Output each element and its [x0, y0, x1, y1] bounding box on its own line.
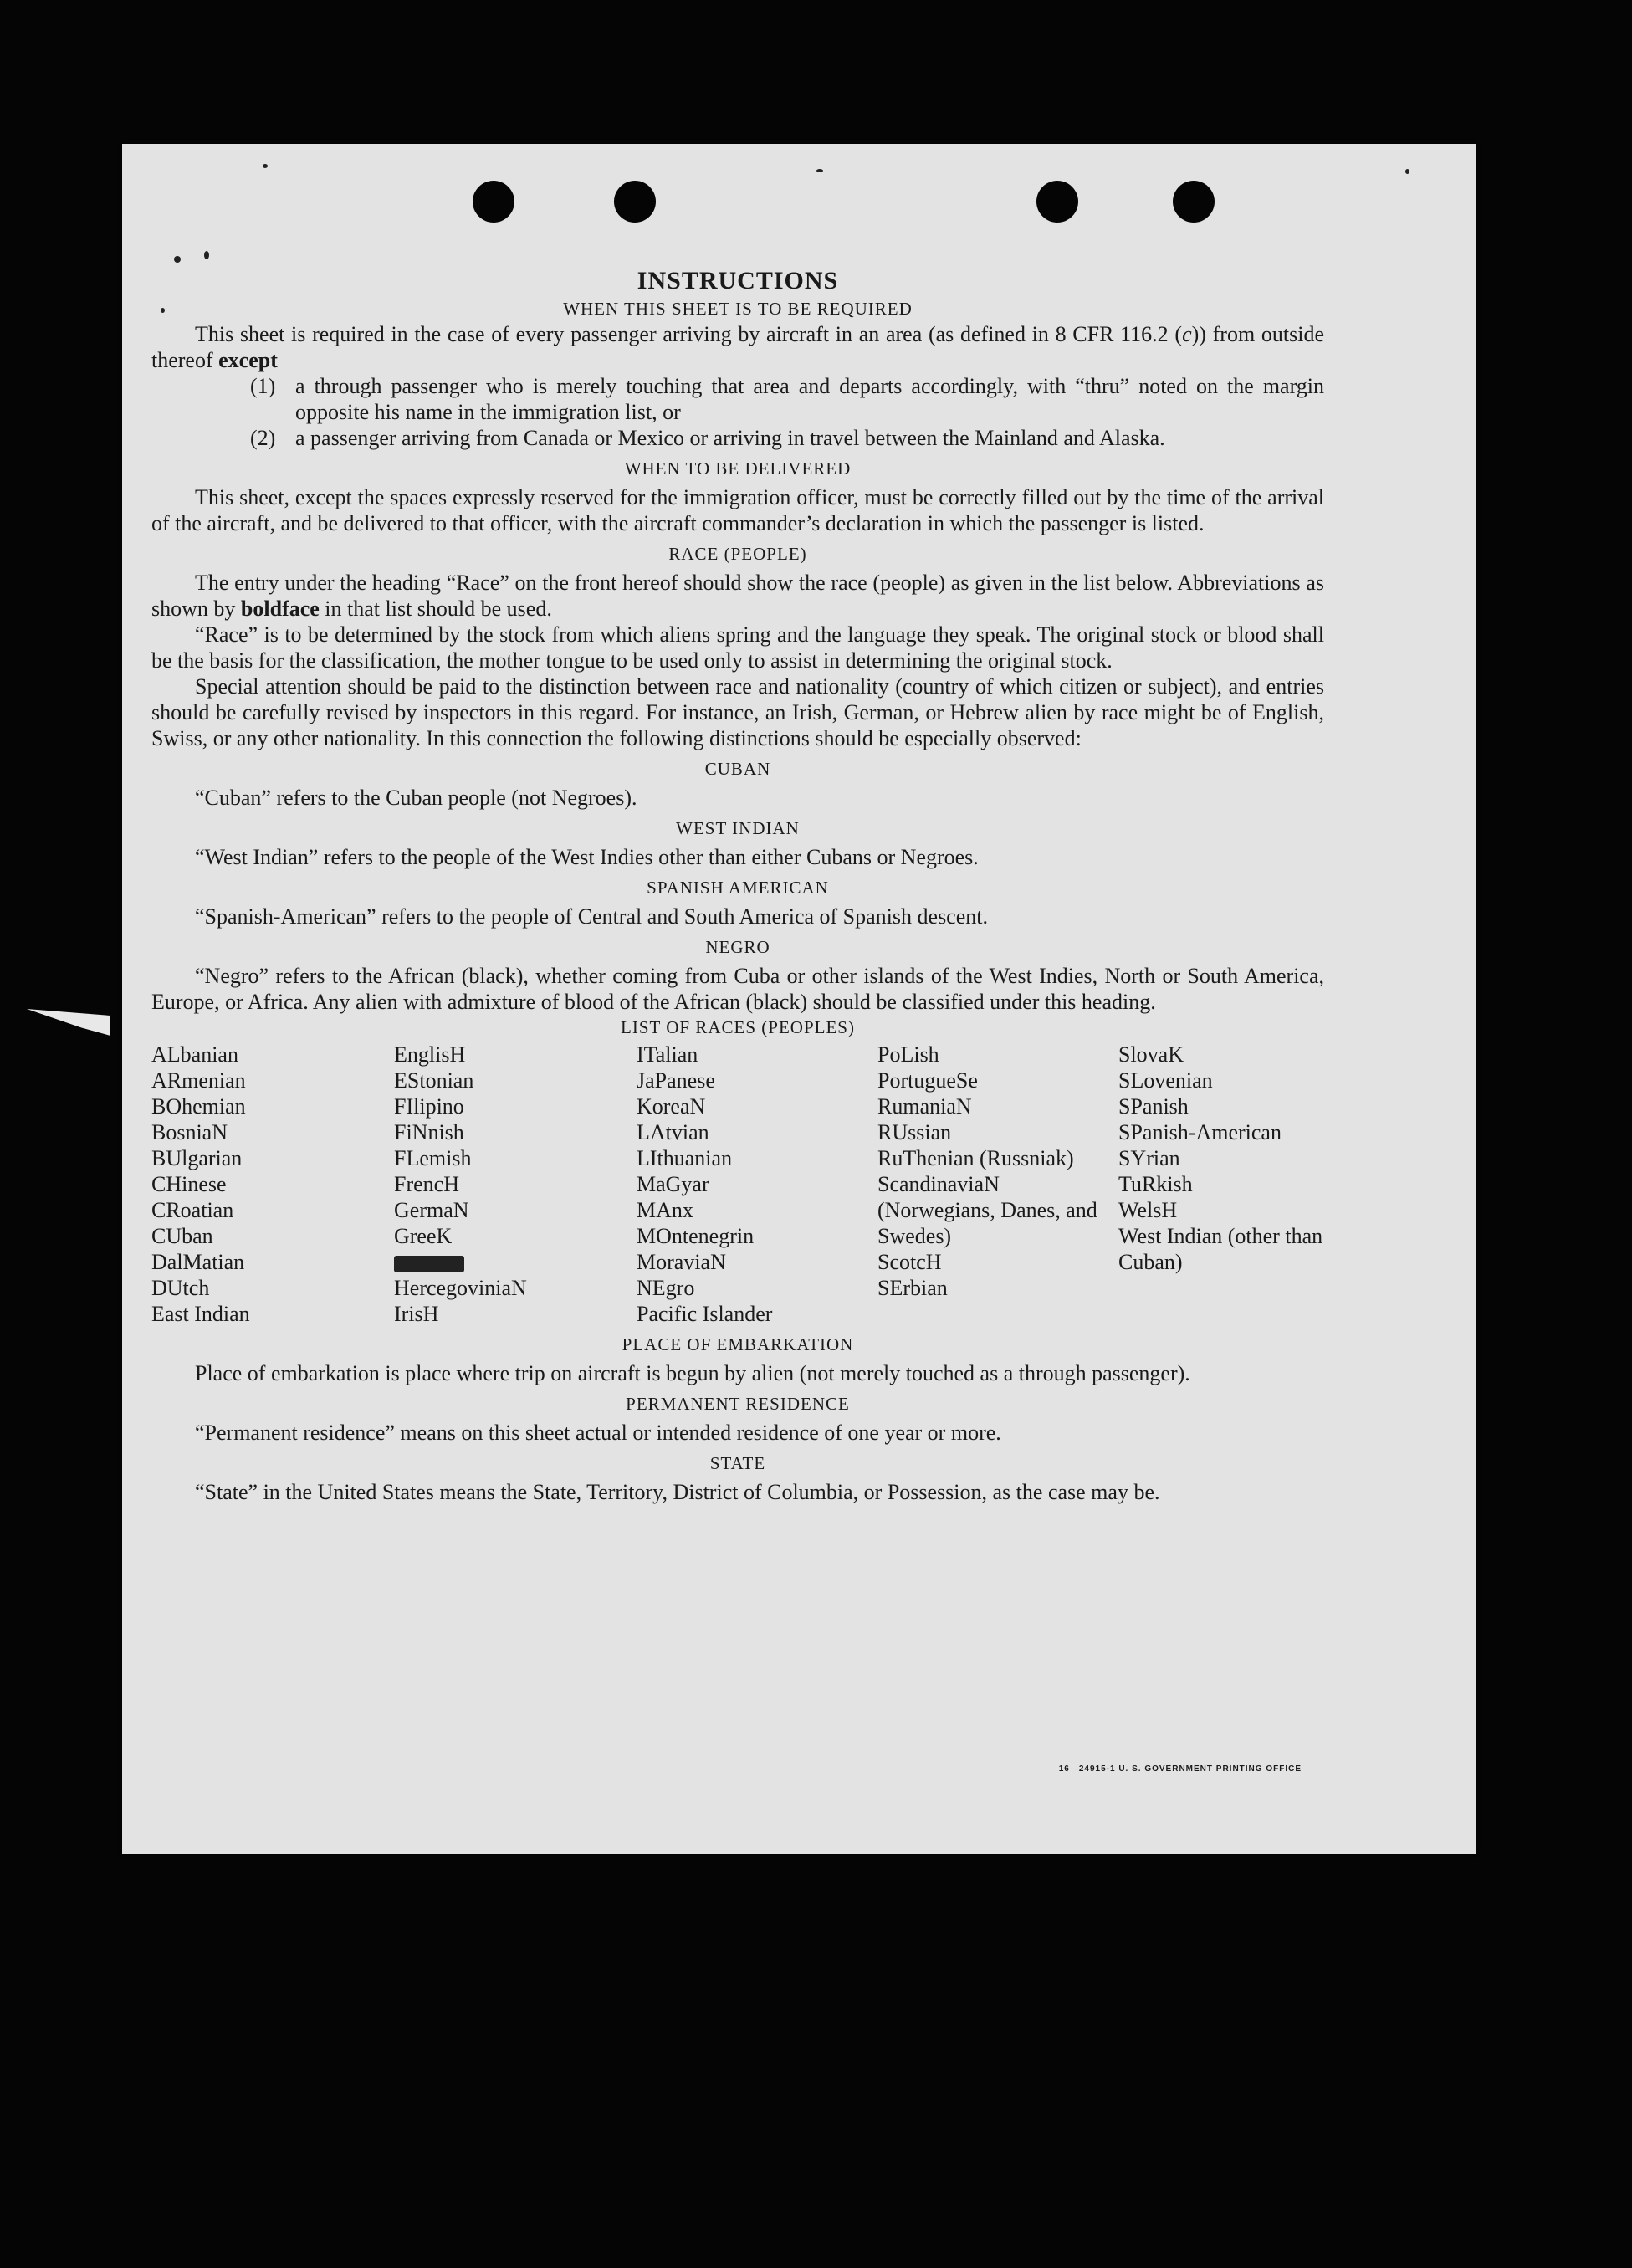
west-indian-text: “West Indian” refers to the people of the West Indies other than either Cubans or Negroes.: [195, 845, 979, 869]
section-heading-cuban: CUBAN: [704, 759, 771, 779]
races-list: [151, 1042, 1324, 1327]
permanent-residence-text: “Permanent residence” means on this sheet actual or intended residence of one year or more.: [195, 1421, 1001, 1445]
race-entry: MAnx: [637, 1198, 693, 1222]
race-entry: JaPanese: [637, 1068, 715, 1093]
race-entry: ALbanian: [151, 1042, 238, 1067]
race-entry: DalMatian: [151, 1250, 245, 1274]
punch-hole: [1036, 181, 1078, 223]
when-delivered-text: This sheet, except the spaces expressly reserved for the immigration officer, must be correctly filled out by the time of the arrival of the aircraft, and be delivered to that officer, with the aircraft commander’s declaration in which the passenger is listed.: [151, 485, 1324, 535]
race-entry: BOhemian: [151, 1094, 246, 1119]
race-entry-redacted: [394, 1249, 637, 1275]
race-entry: RumaniaN: [877, 1094, 972, 1119]
page-title: INSTRUCTIONS: [637, 267, 839, 294]
punch-hole: [1173, 181, 1215, 223]
ink-speck: [263, 164, 268, 168]
race-entry: EnglisH: [394, 1042, 466, 1067]
race-entry: MaGyar: [637, 1172, 709, 1196]
instructions-content: [151, 266, 1324, 1505]
race-entry: IrisH: [394, 1302, 439, 1326]
race-entry: SlovaK: [1118, 1042, 1184, 1067]
race-entry: FrencH: [394, 1172, 459, 1196]
document-sheet: [122, 144, 1476, 1854]
race-entry: TuRkish: [1118, 1172, 1193, 1196]
race-entry: ARmenian: [151, 1068, 246, 1093]
race-entry: EStonian: [394, 1068, 474, 1093]
section-heading-state: STATE: [709, 1453, 766, 1473]
state-text: “State” in the United States means the State, Territory, District of Columbia, or Possession, as the case may be.: [195, 1480, 1160, 1504]
race-entry: ITalian: [637, 1042, 698, 1067]
race-entry: MoraviaN: [637, 1250, 726, 1274]
race-entry: RuThenian (Russniak): [877, 1146, 1074, 1170]
races-column-2: [394, 1042, 637, 1327]
race-entry: WelsH: [1118, 1198, 1178, 1222]
when-required-text: This sheet is required in the case of every passenger arriving by aircraft in an area (as defined in 8 CFR 116.2 (c)) from outside thereof except: [151, 322, 1324, 372]
race-entry: FIlipino: [394, 1094, 464, 1119]
section-heading-place-of-embarkation: PLACE OF EMBARKATION: [622, 1334, 854, 1354]
races-column-4: [877, 1042, 1118, 1327]
race-entry: CUban: [151, 1224, 213, 1248]
exception-item-2: (2) a passenger arriving from Canada or Mexico or arriving in travel between the Mainland and Alaska.: [250, 426, 1165, 450]
race-entry: SPanish: [1118, 1094, 1189, 1119]
race-entry: PortugueSe: [877, 1068, 978, 1093]
races-column-1: [151, 1042, 394, 1327]
race-entry: SPanish-American: [1118, 1120, 1282, 1144]
race-entry: LAtvian: [637, 1120, 709, 1144]
place-of-embarkation-text: Place of embarkation is place where trip on aircraft is begun by alien (not merely touched as a through passenger).: [195, 1361, 1190, 1385]
section-heading-permanent-residence: PERMANENT RESIDENCE: [626, 1394, 850, 1414]
section-heading-when-required: WHEN THIS SHEET IS TO BE REQUIRED: [563, 299, 913, 319]
race-entry: PoLish: [877, 1042, 939, 1067]
race-entry: SYrian: [1118, 1146, 1180, 1170]
race-entry: GermaN: [394, 1198, 469, 1222]
race-entry: East Indian: [151, 1302, 250, 1326]
race-entry: HercegoviniaN: [394, 1276, 527, 1300]
race-entry: FLemish: [394, 1146, 472, 1170]
race-entry: BosniaN: [151, 1120, 228, 1144]
punch-hole: [614, 181, 656, 223]
redaction-mark: [394, 1256, 464, 1272]
race-entry: Pacific Islander: [637, 1302, 773, 1326]
race-entry: GreeK: [394, 1224, 453, 1248]
punch-hole: [473, 181, 514, 223]
race-paragraph-2: “Race” is to be determined by the stock from which aliens spring and the language they speak. The original stock or blood shall be the basis for the classification, the mother tongue to be used only to assist in determining the original stock.: [151, 622, 1324, 673]
exception-item-1: (1) a through passenger who is merely touching that area and departs accordingly, with “thru” noted on the margin opposite his name in the immigration list, or: [250, 374, 1324, 424]
race-entry: SLovenian: [1118, 1068, 1213, 1093]
race-entry: KoreaN: [637, 1094, 706, 1119]
race-entry: MOntenegrin: [637, 1224, 755, 1248]
spanish-american-text: “Spanish-American” refers to the people of Central and South America of Spanish descent.: [195, 904, 988, 929]
race-entry: DUtch: [151, 1276, 210, 1300]
negro-text: “Negro” refers to the African (black), whether coming from Cuba or other islands of the West Indies, North or South America, Europe, or Africa. Any alien with admixture of blood of the African (black) should be classified under this heading.: [151, 964, 1324, 1014]
ink-speck: [174, 256, 181, 263]
race-entry: LIthuanian: [637, 1146, 733, 1170]
race-entry: ScotcH: [877, 1250, 942, 1274]
section-heading-race: RACE (PEOPLE): [668, 544, 807, 564]
race-paragraph-3: Special attention should be paid to the distinction between race and nationality (country of which citizen or subject), and entries should be carefully revised by inspectors in this regard. For instance, an Irish, German, or Hebrew alien by race might be of English, Swiss, or any other nationality. In this connection the following distinctions should be especially observed:: [151, 674, 1324, 750]
section-heading-when-delivered: WHEN TO BE DELIVERED: [624, 458, 852, 479]
cuban-text: “Cuban” refers to the Cuban people (not Negroes).: [195, 786, 637, 810]
race-entry: FiNnish: [394, 1120, 464, 1144]
race-entry: CRoatian: [151, 1198, 234, 1222]
race-entry: ScandinaviaN (Norwegians, Danes, and Swedes): [877, 1172, 1097, 1248]
paper-tab-mark: [27, 1009, 110, 1036]
race-entry: BUlgarian: [151, 1146, 243, 1170]
ink-speck: [1405, 169, 1409, 174]
ink-speck: [204, 251, 209, 259]
race-paragraph-1: The entry under the heading “Race” on the front hereof should show the race (people) as given in the list below. Abbreviations as shown by boldface in that list should be used.: [151, 571, 1324, 621]
race-entry: West Indian (other than Cuban): [1118, 1224, 1323, 1274]
ink-speck: [816, 169, 823, 172]
race-entry: RUssian: [877, 1120, 952, 1144]
race-entry: NEgro: [637, 1276, 695, 1300]
section-heading-west-indian: WEST INDIAN: [676, 818, 800, 838]
printing-office-code: 16—24915-1 U. S. GOVERNMENT PRINTING OFFICE: [1058, 1764, 1302, 1774]
races-column-3: [637, 1042, 877, 1327]
section-heading-spanish-american: SPANISH AMERICAN: [647, 878, 829, 898]
races-column-5: [1118, 1042, 1324, 1327]
race-entry: CHinese: [151, 1172, 227, 1196]
section-heading-negro: NEGRO: [705, 937, 770, 957]
section-heading-list-of-races: LIST OF RACES (PEOPLES): [621, 1017, 855, 1037]
race-entry: SErbian: [877, 1276, 948, 1300]
